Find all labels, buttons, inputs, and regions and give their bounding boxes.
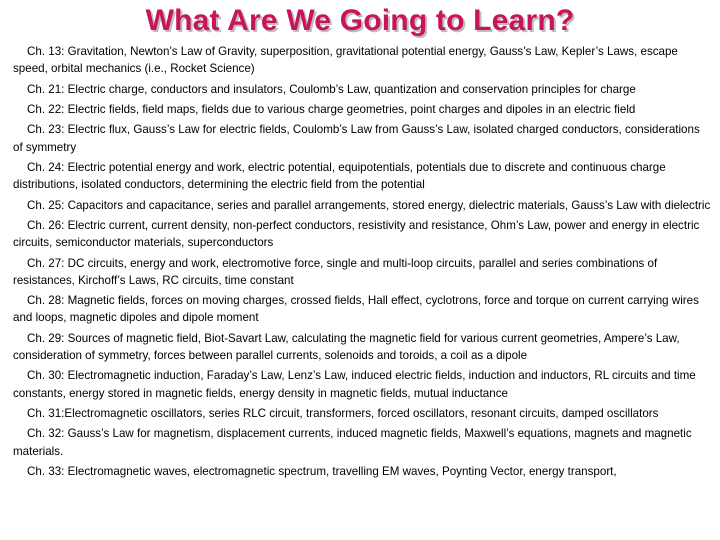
slide-title: What Are We Going to Learn? xyxy=(145,4,575,37)
list-item: Ch. 13: Gravitation, Newton’s Law of Gravity, superposition, gravitational potential energy, Gauss’s Law, Kepler’s Laws, escape speed, orbital mechanics (i.e., Rocket Science) xyxy=(13,45,678,76)
list-item: Ch. 24: Electric potential energy and work, electric potential, equipotentials, potentials due to discrete and continuous charge distributions, isolated conductors, determining the electric field from the potential xyxy=(13,160,666,192)
list-item: Ch. 31:Electromagnetic oscillators, series RLC circuit, transformers, forced oscillators, resonant circuits, damped oscillators xyxy=(27,406,659,420)
list-item: Ch. 30: Electromagnetic induction, Faraday’s Law, Lenz’s Law, induced electric fields, induction and inductors, RL circuits and time constants, energy stored in magnetic fields, energy density in magnetic fields, mutual inductance xyxy=(13,369,696,400)
list-item: Ch. 29: Sources of magnetic field, Biot-Savart Law, calculating the magnetic field for various current geometries, Ampere’s Law, consideration of symmetry, forces between parallel currents, solenoids and toroids, a coil as a dipole xyxy=(13,331,680,362)
list-item: Ch. 33: Electromagnetic waves, electromagnetic spectrum, travelling EM waves, Poynting Vector, energy transport, xyxy=(27,464,617,478)
list-item: Ch. 25: Capacitors and capacitance, series and parallel arrangements, stored energy, dielectric materials, Gauss’s Law with dielectric xyxy=(27,198,711,212)
list-item: Ch. 28: Magnetic fields, forces on moving charges, crossed fields, Hall effect, cyclotrons, force and torque on current carrying wires and loops, magnetic dipoles and dipole moment xyxy=(13,294,699,325)
list-item: Ch. 21: Electric charge, conductors and insulators, Coulomb’s Law, quantization and conservation principles for charge xyxy=(27,82,636,96)
list-item: Ch. 23: Electric flux, Gauss’s Law for electric fields, Coulomb’s Law from Gauss’s Law, isolated charged conductors, considerations of symmetry xyxy=(13,123,700,154)
list-item: Ch. 27: DC circuits, energy and work, electromotive force, single and multi-loop circuits, parallel and series combinations of resistances, Kirchoff’s Laws, RC circuits, time constant xyxy=(13,256,658,287)
list-item: Ch. 22: Electric fields, field maps, fields due to various charge geometries, point charges and dipoles in an electric field xyxy=(27,102,636,116)
list-item: Ch. 32: Gauss’s Law for magnetism, displacement currents, induced magnetic fields, Maxwell’s equations, magnets and magnetic materials. xyxy=(13,427,692,458)
list-item: Ch. 26: Electric current, current density, non-perfect conductors, resistivity and resistance, Ohm’s Law, power and energy in electric circuits, semiconductor materials, superconductors xyxy=(13,218,700,250)
chapter-list xyxy=(13,43,711,483)
